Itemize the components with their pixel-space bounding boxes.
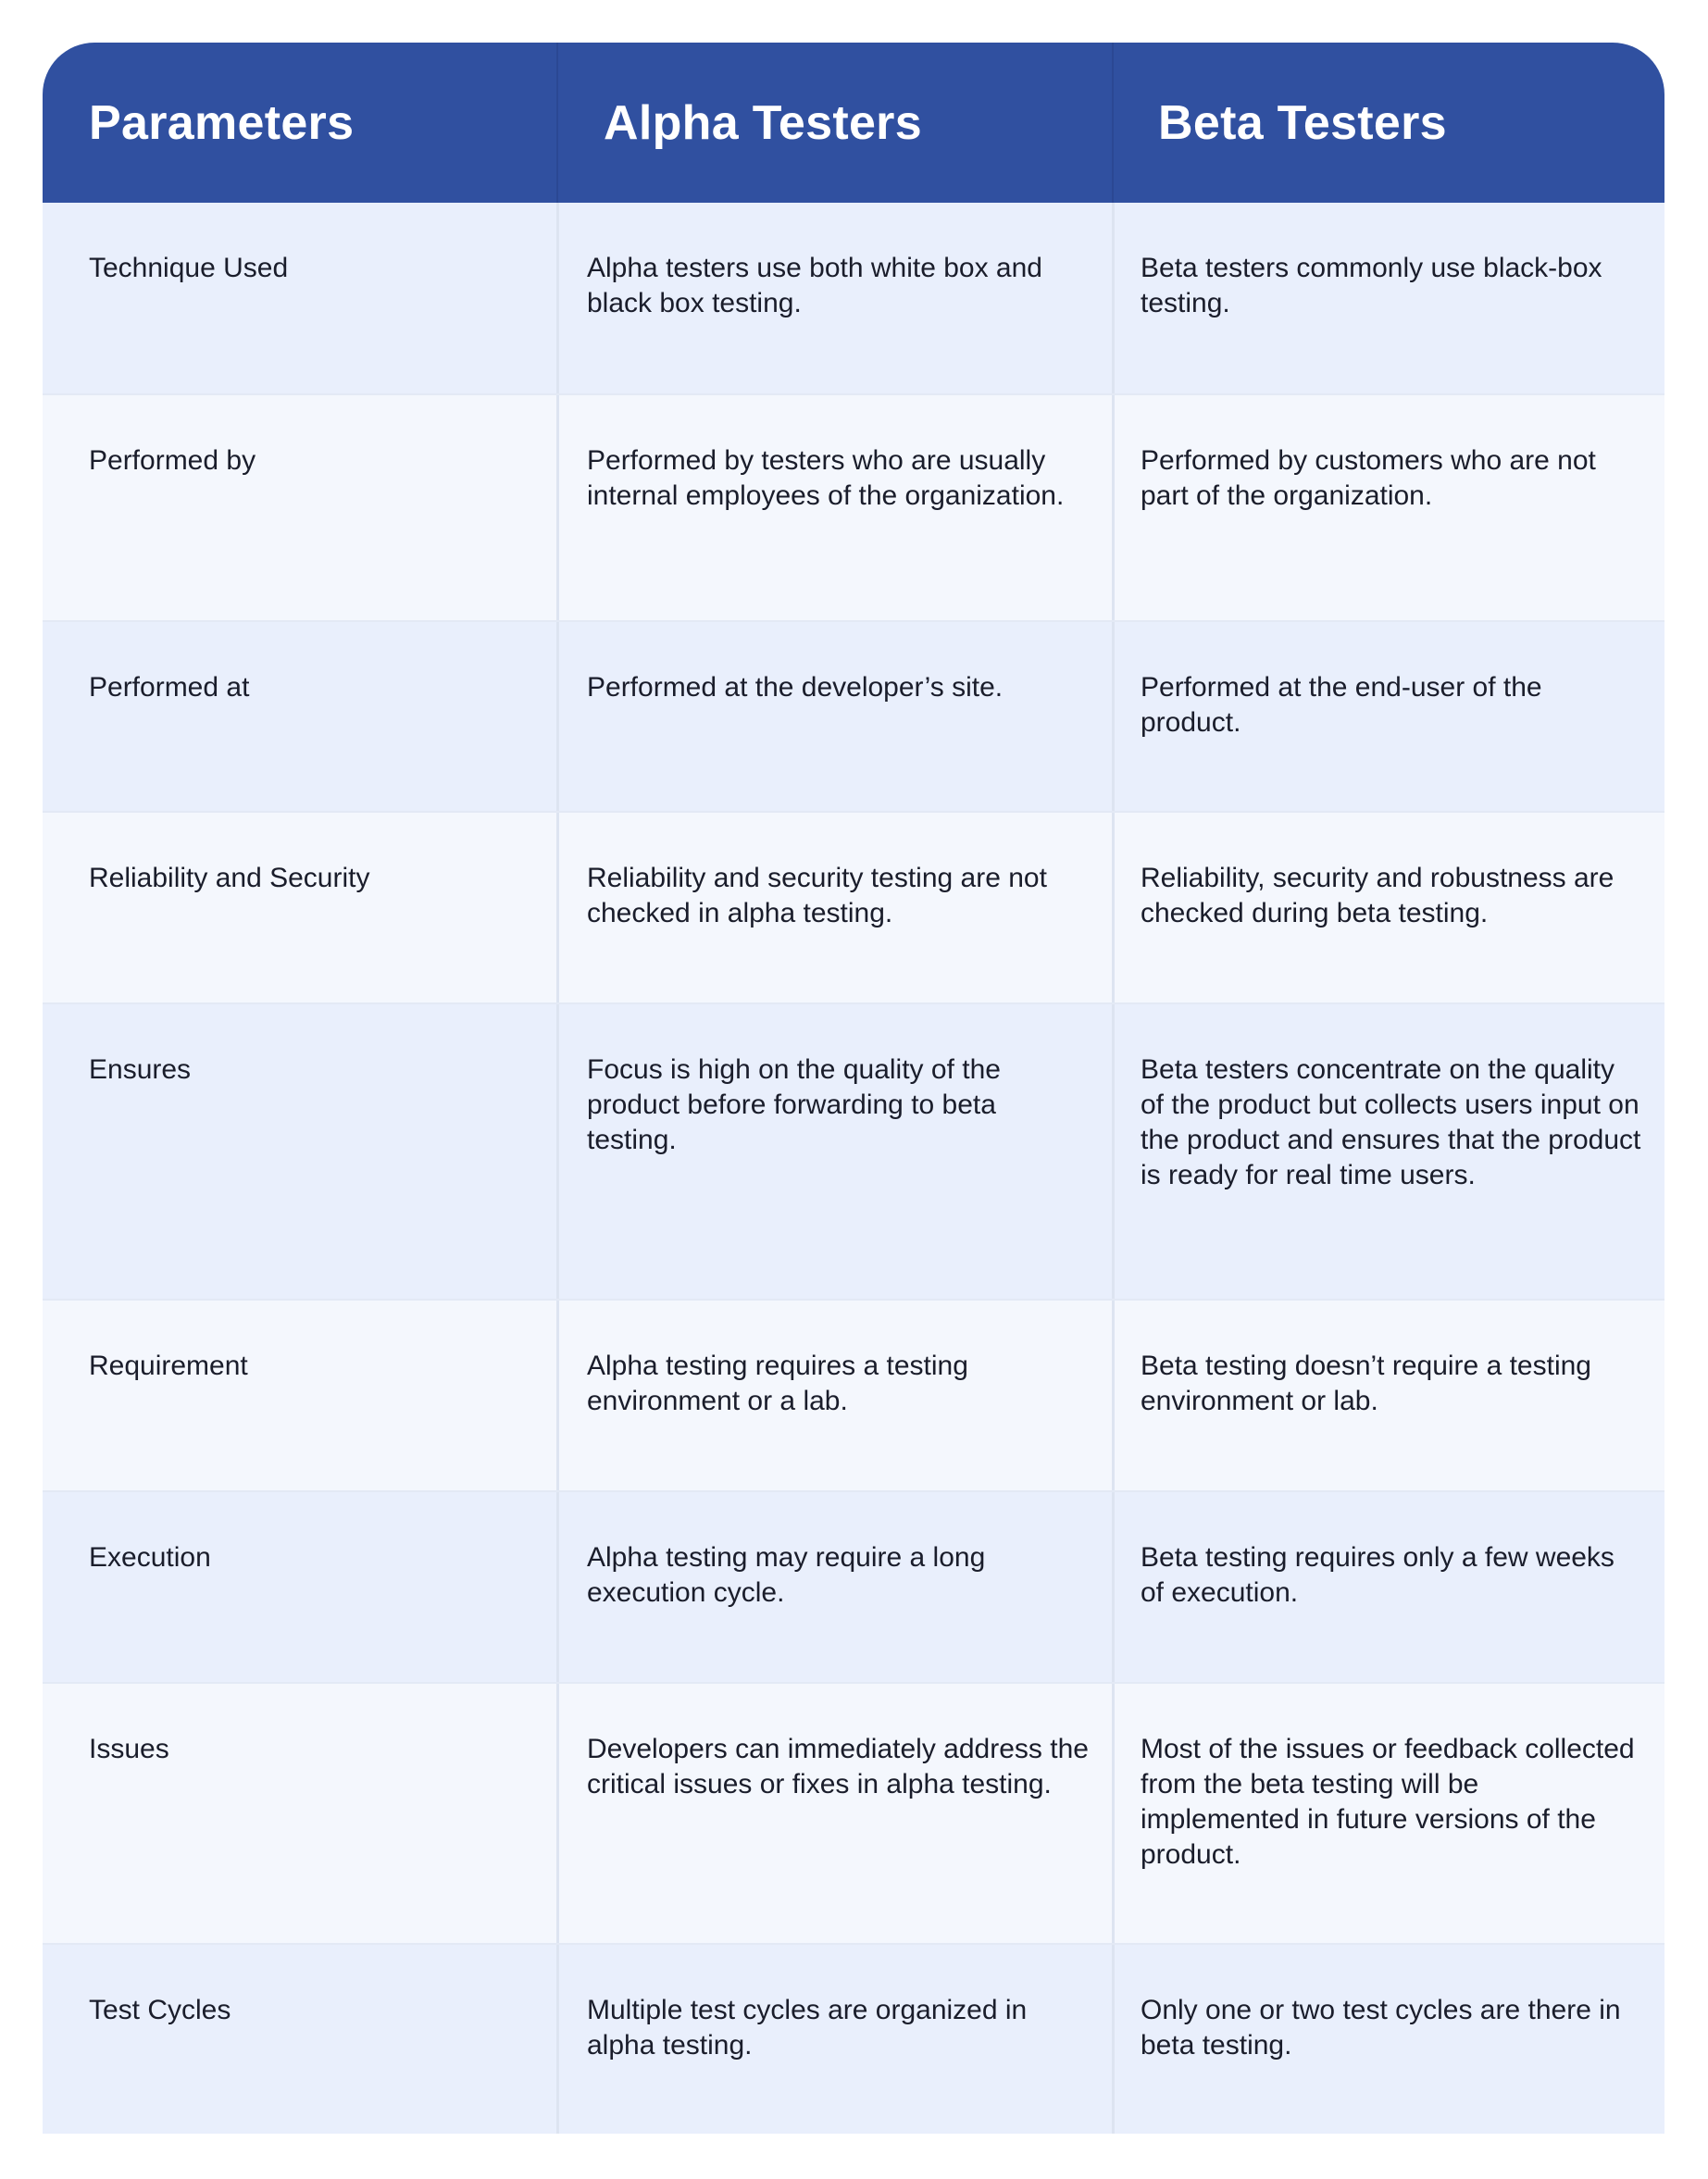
table-row [43,1682,1664,1943]
table-row [43,620,1664,811]
alpha-cell: Multiple test cycles are organized in alpha testing. [556,1945,1112,2134]
parameter-cell: Issues [89,1734,169,1764]
table-row [43,1299,1664,1490]
beta-cell: Reliability, security and robustness are checked during beta testing. [1112,813,1664,1002]
parameter-cell: Performed at [89,672,250,703]
parameter-cell: Execution [89,1542,211,1573]
alpha-cell: Performed at the developer’s site. [556,622,1112,811]
beta-cell: Most of the issues or feedback collected from the beta testing will be implemented in future versions of the product. [1112,1684,1664,1943]
beta-cell: Performed by customers who are not part of the organization. [1112,395,1664,620]
beta-cell: Performed at the end-user of the product. [1112,622,1664,811]
header-parameters: Parameters [89,95,355,150]
header-alpha-testers: Alpha Testers [556,43,1112,203]
beta-cell: Beta testing doesn’t require a testing environment or lab. [1112,1301,1664,1490]
alpha-cell: Developers can immediately address the critical issues or fixes in alpha testing. [556,1684,1112,1943]
parameter-cell: Technique Used [89,253,289,283]
table-row [43,393,1664,620]
header-beta-testers: Beta Testers [1112,43,1664,203]
alpha-cell: Alpha testing may require a long execution cycle. [556,1492,1112,1682]
table-row [43,1943,1664,2134]
table-header [43,43,1664,203]
parameter-cell: Requirement [89,1351,248,1381]
comparison-table [43,43,1664,2134]
table-row [43,1002,1664,1299]
beta-cell: Only one or two test cycles are there in beta testing. [1112,1945,1664,2134]
alpha-cell: Reliability and security testing are not checked in alpha testing. [556,813,1112,1002]
parameter-cell: Test Cycles [89,1995,231,2025]
beta-cell: Beta testers commonly use black-box testing. [1112,203,1664,393]
parameter-cell: Reliability and Security [89,863,370,893]
table-row [43,203,1664,393]
table-row [43,811,1664,1002]
beta-cell: Beta testing requires only a few weeks of execution. [1112,1492,1664,1682]
parameter-cell: Ensures [89,1054,192,1085]
alpha-cell: Performed by testers who are usually internal employees of the organization. [556,395,1112,620]
alpha-cell: Alpha testers use both white box and black box testing. [556,203,1112,393]
table-row [43,1490,1664,1682]
alpha-cell: Alpha testing requires a testing environment or a lab. [556,1301,1112,1490]
beta-cell: Beta testers concentrate on the quality of the product but collects users input on the product and ensures that the product is ready for real time users. [1112,1004,1664,1299]
parameter-cell: Performed by [89,445,256,476]
alpha-cell: Focus is high on the quality of the product before forwarding to beta testing. [556,1004,1112,1299]
